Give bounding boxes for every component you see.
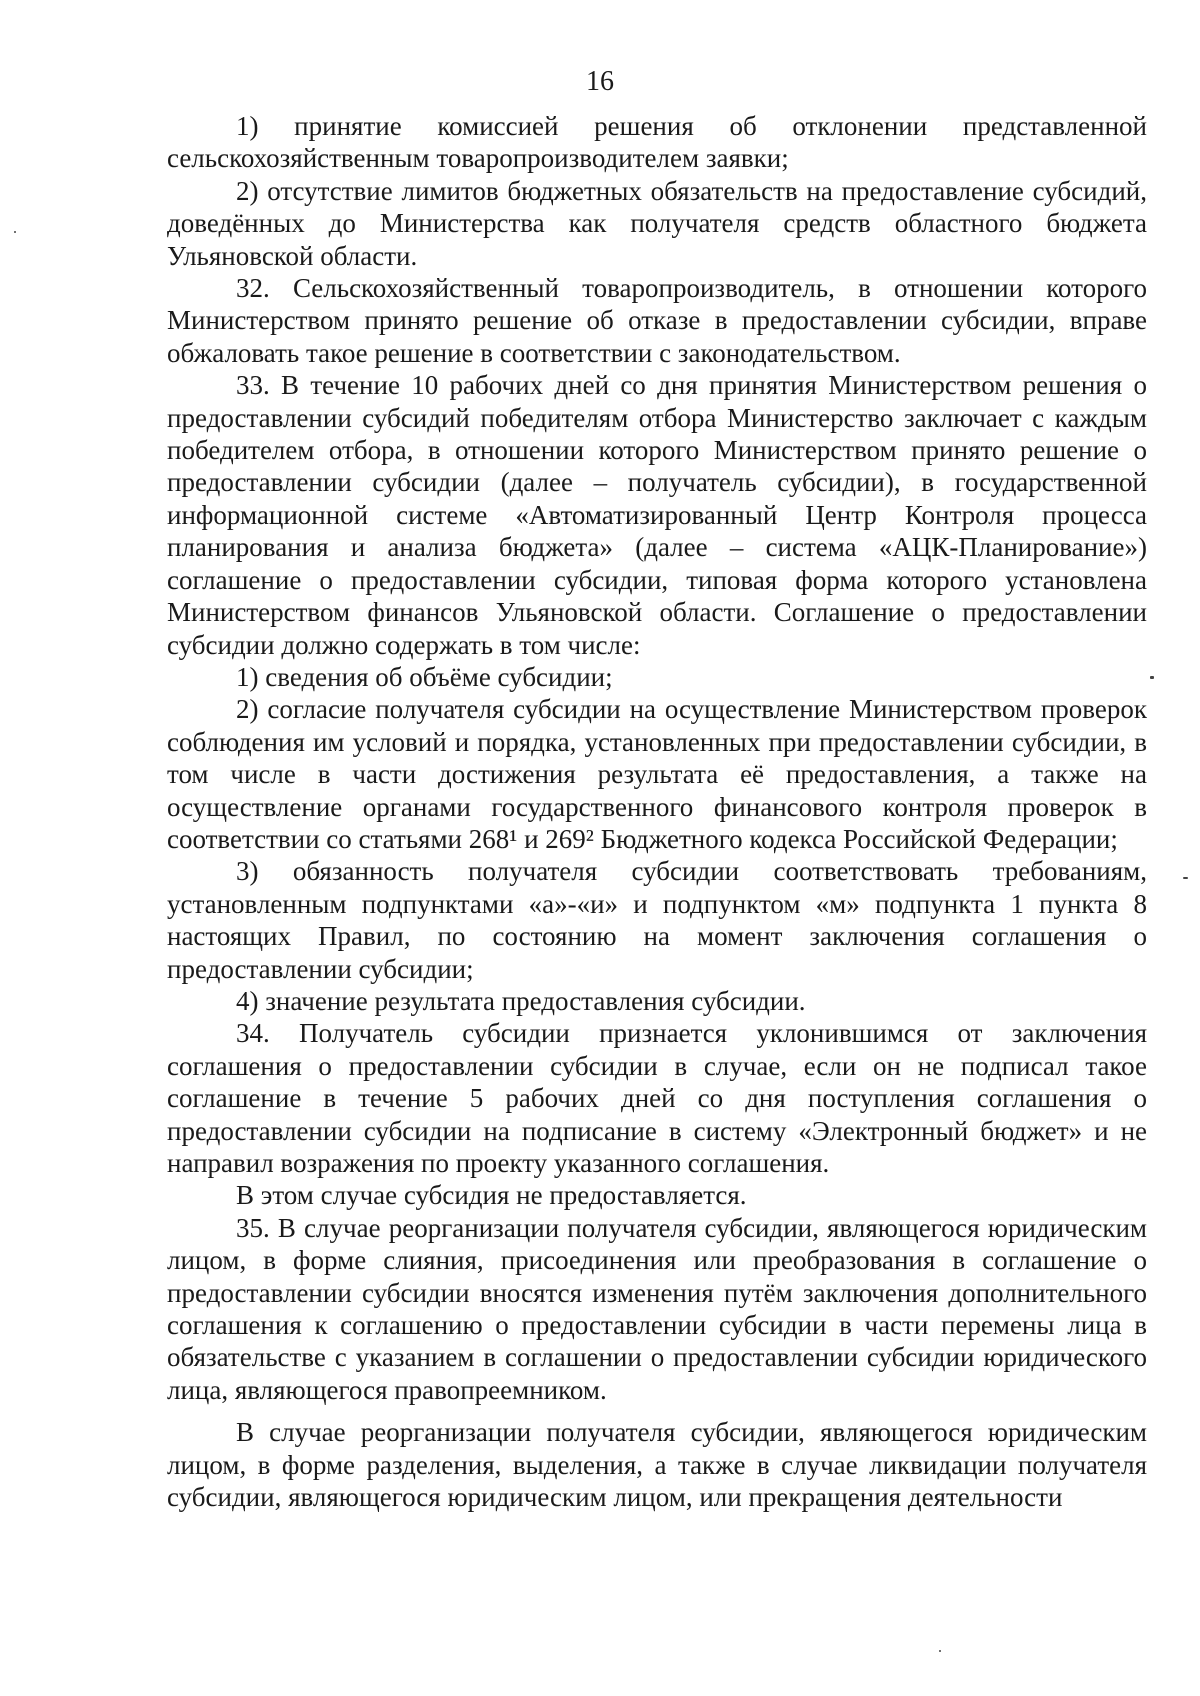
paragraph-8: 4) значение результата предоставления субсидии. [236,985,806,1016]
paragraph-6: 2) согласие получателя субсидии на осуществление Министерством проверок соблюдения им условий и порядка, установленных при предоставлении субсидии, в том числе в части достижения результата её предоставления, а также на осуществление органами государственного финансового контроля проверок в соответствии со статьями 268¹ и 269² Бюджетного кодекса Российской Федерации; [167,694,1147,854]
paragraph-7: 3) обязанность получателя субсидии соответствовать требованиям, установленным подпунктами «а»-«и» и подпунктом «м» подпункта 1 пункта 8 настоящих Правил, по состоянию на момент заключения соглашения о предоставлении субсидии; [167,856,1147,984]
paragraph-1: 1) принятие комиссией решения об отклонении представленной сельскохозяйственным товаропроизводителем заявки; [167,111,1147,174]
paragraph-9: 34. Получатель субсидии признается уклонившимся от заключения соглашения о предоставлении субсидии в случае, если он не подписал такое соглашение в течение 5 рабочих дней со дня поступления соглашения о предоставлении субсидии на подписание в систему «Электронный бюджет» и не направил возражения по проекту указанного соглашения. [167,1018,1147,1178]
scan-speck [1150,676,1154,679]
scan-speck [1183,877,1188,879]
paragraph-3: 32. Сельскохозяйственный товаропроизводитель, в отношении которого Министерством принято решение об отказе в предоставлении субсидии, вправе обжаловать такое решение в соответствии с законодательством. [167,273,1147,368]
paragraph-4: 33. В течение 10 рабочих дней со дня принятия Министерством решения о предоставлении субсидий победителям отбора Министерство заключает с каждым победителем отбора, в отношении которого Министерством принято решение о предоставлении субсидии (далее – получатель субсидии), в государственной информационной системе «Автоматизированный Центр Контроля процесса планирования и анализа бюджета» (далее – система «АЦК-Планирование») соглашение о предоставлении субсидии, типовая форма которого установлена Министерством финансов Ульяновской области. Соглашение о предоставлении субсидии должно содержать в том числе: [167,370,1147,660]
scan-speck [14,231,16,233]
paragraph-5: 1) сведения об объёме субсидии; [236,661,613,692]
paragraph-2: 2) отсутствие лимитов бюджетных обязательств на предоставление субсидий, доведённых до Министерства как получателя средств областного бюджета Ульяновской области. [167,175,1147,271]
paragraph-10: В этом случае субсидия не предоставляется. [236,1180,747,1211]
page-number: 16 [586,66,614,97]
scan-speck [939,1650,941,1652]
document-body [167,110,1147,1513]
paragraph-11: 35. В случае реорганизации получателя субсидии, являющегося юридическим лицом, в форме слияния, присоединения или преобразования в соглашение о предоставлении субсидии вносятся изменения путём заключения дополнительного соглашения к соглашению о предоставлении субсидии в части перемены лица в обязательстве с указанием в соглашении о предоставлении субсидии юридического лица, являющегося правопреемником. [167,1212,1147,1405]
paragraph-12: В случае реорганизации получателя субсидии, являющегося юридическим лицом, в форме разделения, выделения, а также в случае ликвидации получателя субсидии, являющегося юридическим лицом, или прекращения деятельности [167,1417,1147,1513]
